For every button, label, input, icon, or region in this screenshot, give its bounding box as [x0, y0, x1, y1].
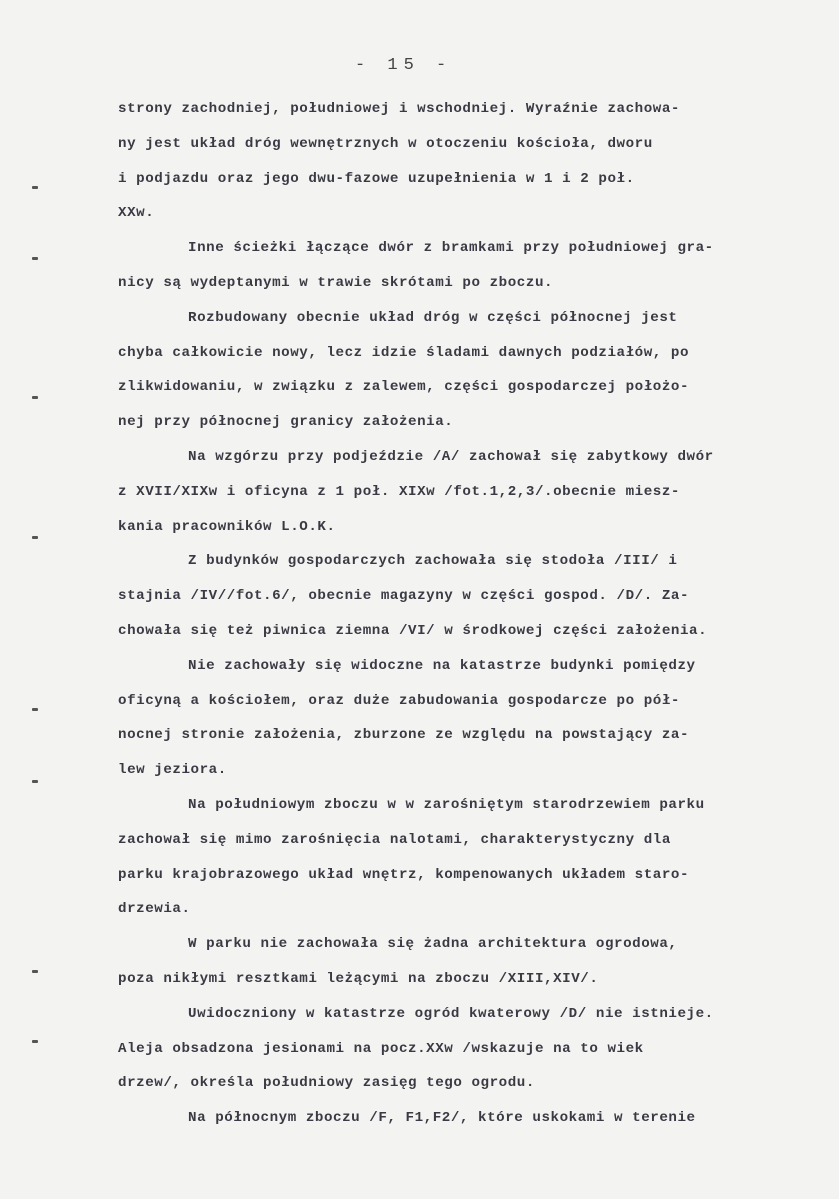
text-line: nicy są wydeptanymi w trawie skrótami po zboczu. [118, 274, 554, 291]
margin-mark [32, 708, 38, 711]
margin-mark [32, 1040, 38, 1043]
text-line: nocnej stronie założenia, zburzone ze względu na powstający za- [118, 727, 690, 744]
text-line: parku krajobrazowego układ wnętrz, kompenowanych układem staro- [118, 866, 690, 883]
text-line: lew jeziora. [118, 762, 227, 779]
text-line: zachował się mimo zarośnięcia nalotami, charakterystyczny dla [118, 831, 671, 848]
text-line: drzewia. [118, 901, 191, 918]
text-line: Aleja obsadzona jesionami na pocz.XXw /wskazuje na to wiek [118, 1040, 644, 1057]
text-line: chyba całkowicie nowy, lecz idzie śladami dawnych podziałów, po [118, 344, 690, 361]
page-number: - 15 - [355, 56, 453, 75]
margin-mark [32, 970, 38, 973]
margin-mark [32, 536, 38, 539]
text-line: Uwidoczniony w katastrze ogród kwaterowy /D/ nie istnieje. [188, 1005, 714, 1022]
text-line: i podjazdu oraz jego dwu-fazowe uzupełnienia w 1 i 2 poł. [118, 170, 635, 187]
margin-mark [32, 780, 38, 783]
text-line: strony zachodniej, południowej i wschodniej. Wyraźnie zachowa- [118, 101, 680, 117]
text-line: poza nikłymi resztkami leżącymi na zboczu /XIII,XIV/. [118, 970, 599, 987]
text-line: ny jest układ dróg wewnętrznych w otoczeniu kościoła, dworu [118, 135, 653, 152]
text-line: z XVII/XIXw i oficyna z 1 poł. XIXw /fot.1,2,3/.obecnie miesz- [118, 483, 680, 500]
body-text [118, 92, 778, 1136]
text-line: drzew/, określa południowy zasięg tego ogrodu. [118, 1075, 535, 1092]
text-line: zlikwidowaniu, w związku z zalewem, części gospodarczej położo- [118, 379, 690, 396]
margin-mark [32, 396, 38, 399]
margin-mark [32, 257, 38, 260]
text-line: Na południowym zboczu w w zarośniętym starodrzewiem parku [188, 796, 705, 813]
text-line: nej przy północnej granicy założenia. [118, 414, 454, 431]
text-line: Rozbudowany obecnie układ dróg w części północnej jest [188, 309, 678, 326]
text-line: stajnia /IV//fot.6/, obecnie magazyny w części gospod. /D/. Za- [118, 588, 690, 605]
text-line: Z budynków gospodarczych zachowała się stodoła /III/ i [188, 553, 678, 570]
text-line: Na północnym zboczu /F, F1,F2/, które uskokami w terenie [188, 1110, 696, 1127]
text-line: W parku nie zachowała się żadna architektura ogrodowa, [188, 936, 678, 953]
text-line: XXw. [118, 205, 155, 222]
text-line: Inne ścieżki łączące dwór z bramkami przy południowej gra- [188, 240, 714, 257]
margin-mark [32, 186, 38, 189]
text-line: kania pracowników L.O.K. [118, 518, 336, 535]
text-line: oficyną a kościołem, oraz duże zabudowania gospodarcze po pół- [118, 692, 680, 709]
text-line: Nie zachowały się widoczne na katastrze budynki pomiędzy [188, 657, 696, 674]
text-line: chowała się też piwnica ziemna /VI/ w środkowej części założenia. [118, 622, 708, 639]
text-line: Na wzgórzu przy podjeździe /A/ zachował się zabytkowy dwór [188, 448, 714, 465]
